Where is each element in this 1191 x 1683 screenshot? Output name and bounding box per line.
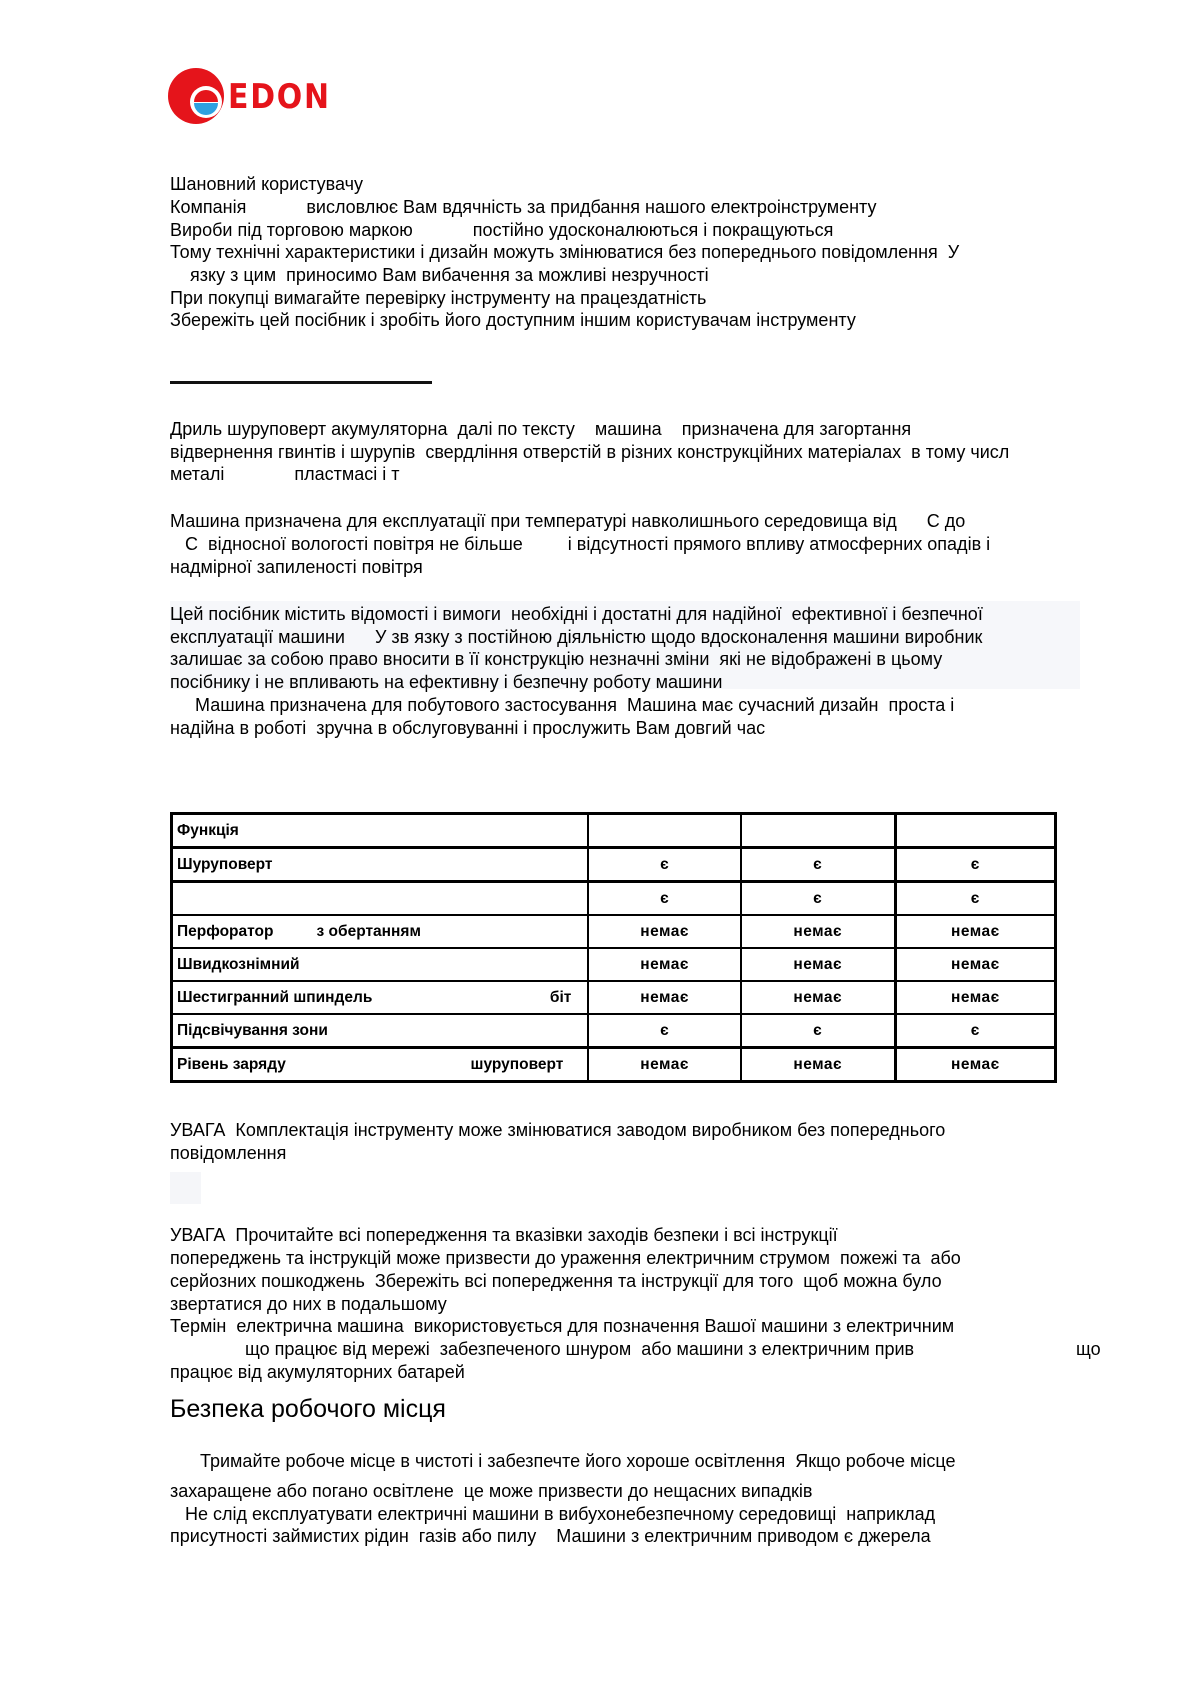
value-cell: немає (741, 981, 895, 1014)
value-cell: немає (588, 948, 740, 981)
value-cell: немає (588, 1048, 740, 1082)
intro-line: Шановний користувачу (170, 174, 364, 194)
table-header-cell (895, 814, 1055, 848)
value-cell: немає (588, 915, 740, 948)
intro-line: язку з цим приносимо Вам вибачення за можливі незручності (170, 265, 709, 285)
table-header-cell (741, 814, 895, 848)
function-cell: Швидкознімний (172, 948, 589, 981)
function-cell: Рівень заряду шуруповерт (172, 1048, 589, 1082)
function-cell: Перфоратор з обертанням (172, 915, 589, 948)
section-line: Тримайте робоче місце в чистоті і забезпечте його хороше освітлення Якщо робоче місце (170, 1451, 956, 1471)
intro-line: При покупці вимагайте перевірку інструменту на працездатність (170, 288, 707, 308)
safety-warning-line: УВАГА Прочитайте всі попередження та вказівки заходів безпеки і всі інструкції (170, 1225, 838, 1245)
conditions-line: С відносної вологості повітря не більше і відсутності прямого впливу атмосферних опадів і (170, 534, 991, 554)
feature-table (170, 812, 1057, 1083)
table-row (172, 915, 1056, 948)
table-header-row (172, 814, 1056, 848)
value-cell: немає (741, 948, 895, 981)
section-title: Безпека робочого місця (170, 1395, 446, 1423)
section-divider (170, 381, 432, 384)
safety-warning-line: що працює від мережі забезпеченого шнуром або машини з електричним прив (170, 1339, 915, 1359)
value-cell: немає (895, 1048, 1055, 1082)
function-cell: Шуруповерт (172, 848, 589, 882)
value-cell: є (588, 882, 740, 916)
warning-line: повідомлення (170, 1143, 287, 1163)
conditions-line: Машина призначена для експлуатації при температурі навколишнього середовища від С до (170, 511, 966, 531)
value-cell: немає (741, 1048, 895, 1082)
value-cell: немає (741, 915, 895, 948)
value-cell: є (588, 1014, 740, 1048)
value-cell: немає (895, 981, 1055, 1014)
table-row (172, 981, 1056, 1014)
value-cell: є (895, 848, 1055, 882)
table-row (172, 882, 1056, 916)
section-line: захаращене або погано освітлене це може призвести до нещасних випадків (170, 1481, 813, 1501)
table-row (172, 848, 1056, 882)
value-cell: є (741, 1014, 895, 1048)
table-row (172, 1048, 1056, 1082)
conditions-line: надмірної запиленості повітря (170, 557, 423, 577)
value-cell: є (741, 882, 895, 916)
safety-warning-line: Термін електрична машина використовується для позначення Вашої машини з електричним (170, 1316, 955, 1336)
manual-info-line: залишає за собою право вносити в її конструкцію незначні зміни які не відображені в цьому (170, 649, 943, 669)
value-cell: є (741, 848, 895, 882)
intro-line: Вироби під торговою маркою постійно удосконалюються і покращуються (170, 220, 834, 240)
safety-warning-line: звертатися до них в подальшому (170, 1294, 447, 1314)
value-cell: немає (588, 981, 740, 1014)
intro-line: Компанія висловлює Вам вдячність за придбання нашого електроінструменту (170, 197, 877, 217)
placeholder-box (170, 1172, 201, 1204)
purpose-line: металі пластмасі і т (170, 464, 400, 484)
value-cell: є (895, 1014, 1055, 1048)
intro-line: Тому технічні характеристики і дизайн можуть змінюватися без попереднього повідомлення У (170, 242, 960, 262)
purpose-line: відвернення гвинтів і шурупів свердління отверстій в різних конструкційних матеріалах в тому числ (170, 442, 1010, 462)
table-row (172, 948, 1056, 981)
table-row (172, 1014, 1056, 1048)
safety-warning-line: попереджень та інструкцій може призвести до ураження електричним струмом пожежі та або (170, 1248, 961, 1268)
table-header-cell: Функція (172, 814, 589, 848)
value-cell: немає (895, 948, 1055, 981)
safety-warning-line: працює від акумуляторних батарей (170, 1362, 465, 1382)
manual-info-line: надійна в роботі зручна в обслуговуванні і прослужить Вам довгий час (170, 718, 766, 738)
function-cell (172, 882, 589, 916)
purpose-line: Дриль шуруповерт акумуляторна далі по тексту машина призначена для загортання (170, 419, 912, 439)
table-header-cell (588, 814, 740, 848)
value-cell: є (895, 882, 1055, 916)
logo-wordmark: EDON (228, 77, 331, 117)
section-line: Не слід експлуатувати електричні машини в вибухонебезпечному середовищі наприклад (170, 1504, 936, 1524)
manual-info-line: Машина призначена для побутового застосування Машина має сучасний дизайн проста і (170, 695, 955, 715)
logo-emblem-icon (168, 68, 224, 124)
edon-logo (168, 68, 331, 124)
warning-line: УВАГА Комплектація інструменту може змінюватися заводом виробником без попереднього (170, 1120, 946, 1140)
manual-info-line: посібнику і не впливають на ефективну і безпечну роботу машини (170, 672, 723, 692)
value-cell: є (588, 848, 740, 882)
function-cell: Шестигранний шпиндель біт (172, 981, 589, 1014)
manual-info-line: експлуатації машини У зв язку з постійною діяльністю щодо вдосконалення машини виробник (170, 627, 983, 647)
intro-line: Збережіть цей посібник і зробіть його доступним іншим користувачам інструменту (170, 310, 856, 330)
value-cell: немає (895, 915, 1055, 948)
safety-warning-trailing: що (1076, 1339, 1101, 1359)
safety-warning-line: серйозних пошкоджень Збережіть всі попередження та інструкції для того щоб можна було (170, 1271, 942, 1291)
manual-info-line: Цей посібник містить відомості і вимоги необхідні і достатні для надійної ефективної і безпечної (170, 604, 983, 624)
section-line: присутності займистих рідин газів або пилу Машини з електричним приводом є джерела (170, 1526, 931, 1546)
function-cell: Підсвічування зони (172, 1014, 589, 1048)
